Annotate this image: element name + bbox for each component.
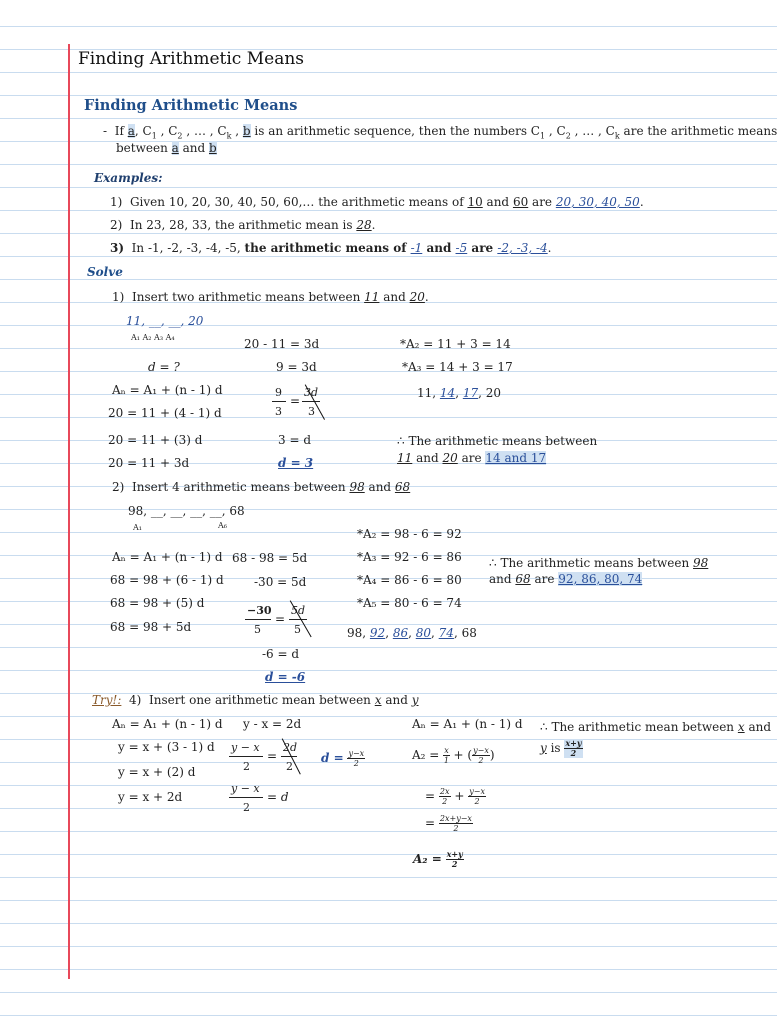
p1-a2: *A₂ = 11 + 3 = 14	[400, 337, 511, 351]
p1-formula-1: Aₙ = A₁ + (n - 1) d	[112, 383, 223, 397]
p4-calc3-rhs: = d	[267, 790, 289, 804]
p2-a3: *A₃ = 92 - 6 = 86	[357, 550, 462, 564]
p4-frac-right-den: 2	[286, 760, 293, 773]
problem-2-index-1: A₁	[133, 523, 142, 532]
p2-frac-left-bar	[245, 619, 271, 620]
p2-formula-3: 68 = 98 + (5) d	[110, 596, 205, 610]
p4-right-formula-2: A₂ = $\frac{x}{1}$ + ( $\frac{y-x}{2}$ )	[412, 746, 495, 765]
p2-frac-right-num: 5d	[291, 604, 306, 617]
p1-frac-left-den: 3	[275, 405, 282, 418]
solve-label: Solve	[87, 265, 123, 279]
p2-answer-line-1: ∴ The arithmetic means between 98	[489, 556, 709, 570]
section-heading: Finding Arithmetic Means	[84, 97, 298, 114]
p4-formula-3: y = x + (2) d	[118, 765, 196, 779]
problem-1-indices: A₁ A₂ A₃ A₄	[131, 333, 175, 342]
p4-d-result: d = $\frac{y-x}{2}$	[321, 749, 365, 768]
p2-formula-1: Aₙ = A₁ + (n - 1) d	[112, 550, 223, 564]
p2-frac-left-den: 5	[254, 623, 261, 636]
example-3: 3) In -1, -2, -3, -4, -5, the arithmetic means of -1 and -5 are -2, -3, -4.	[110, 241, 552, 255]
notebook-margin-line	[68, 44, 70, 979]
problem-2-statement: 2) Insert 4 arithmetic means between 98 and 68	[112, 480, 411, 494]
p2-a4: *A₄ = 86 - 6 = 80	[357, 573, 462, 587]
p1-frac-right-den: 3	[308, 405, 315, 418]
p1-calc-3: 3 = d	[278, 433, 311, 447]
p4-right-formula-5: A₂ = $\frac{x+y}{2}$	[413, 849, 463, 869]
p1-frac-left-bar	[272, 401, 286, 402]
p4-frac-left-den: 2	[243, 760, 250, 773]
p4-answer-line-2: y is $\frac{x+y}{2}$	[540, 738, 582, 758]
p4-frac-right-bar	[281, 756, 297, 757]
p2-formula-4: 68 = 98 + 5d	[110, 620, 192, 634]
problem-2-index-6: A₆	[218, 521, 227, 530]
p2-sequence-filled: 98, 92, 86, 80, 74, 68	[347, 626, 477, 640]
p1-frac-right-num: 3d	[304, 386, 319, 399]
p1-frac-right-bar	[302, 401, 320, 402]
p4-answer-line-1: ∴ The arithmetic mean between x and	[540, 720, 772, 734]
p2-calc-result: d = -6	[265, 670, 306, 684]
p1-frac-left-num: 9	[275, 386, 282, 399]
definition-line-1: - If a, $C_1$ , $C_2$ , … , $C_k$ , b is an arithmetic sequence, then the numbers $C_1$ , $C_2$ , … , $C_k$ are the arithmetic means	[103, 124, 777, 141]
p2-calc-1: 68 - 98 = 5d	[232, 551, 308, 565]
examples-label: Examples:	[94, 171, 163, 185]
example-2: 2) In 23, 28, 33, the arithmetic mean is 28.	[110, 218, 376, 232]
p4-frac-eq: =	[267, 749, 278, 763]
p1-a3: *A₃ = 14 + 3 = 17	[402, 360, 513, 374]
p4-right-formula-3: = $\frac{2x}{2}$ + $\frac{y-x}{2}$	[425, 787, 485, 806]
problem-4-statement: Try!: 4) Insert one arithmetic mean between x and y	[92, 693, 419, 707]
p4-right-formula-4: = $\frac{2x+y-x}{2}$	[425, 814, 472, 833]
p2-frac-left-num: −30	[247, 604, 272, 617]
p1-d-unknown: d = ?	[148, 360, 180, 374]
p1-answer-line-2: 11 and 20 are 14 and 17	[397, 451, 547, 465]
p1-formula-2: 20 = 11 + (4 - 1) d	[108, 406, 222, 420]
p4-calc3-num: y − x	[231, 782, 260, 795]
problem-2-sequence: 98, __, __, __, __, 68	[128, 504, 245, 518]
p4-frac-left-num: y − x	[231, 741, 260, 754]
p4-formula-1: Aₙ = A₁ + (n - 1) d	[112, 717, 223, 731]
p1-calc-result: d = 3	[278, 456, 314, 470]
p1-frac-eq: =	[290, 394, 301, 408]
p2-frac-eq: =	[275, 612, 286, 626]
p2-a2: *A₂ = 98 - 6 = 92	[357, 527, 462, 541]
p2-calc-2: -30 = 5d	[254, 575, 307, 589]
page-title: Finding Arithmetic Means	[78, 49, 305, 69]
problem-1-sequence: 11, __, __, 20	[126, 314, 204, 328]
p4-calc3-den: 2	[243, 801, 250, 814]
p2-answer-line-2: and 68 are 92, 86, 80, 74	[489, 572, 643, 586]
p1-answer-line-1: ∴ The arithmetic means between	[397, 434, 598, 448]
p4-calc-1: y - x = 2d	[243, 717, 302, 731]
p2-formula-2: 68 = 98 + (6 - 1) d	[110, 573, 224, 587]
p2-frac-right-den: 5	[294, 623, 301, 636]
p4-calc3-bar	[229, 797, 263, 798]
p1-calc-1: 20 - 11 = 3d	[244, 337, 320, 351]
p1-formula-3: 20 = 11 + (3) d	[108, 433, 203, 447]
p1-calc-2: 9 = 3d	[276, 360, 317, 374]
p2-frac-right-bar	[289, 619, 307, 620]
problem-1-statement: 1) Insert two arithmetic means between 11 and 20.	[112, 290, 429, 304]
p4-frac-left-bar	[229, 756, 263, 757]
p4-formula-2: y = x + (3 - 1) d	[118, 740, 215, 754]
p1-formula-4: 20 = 11 + 3d	[108, 456, 190, 470]
p4-formula-4: y = x + 2d	[118, 790, 183, 804]
example-1: 1) Given 10, 20, 30, 40, 50, 60,… the arithmetic means of 10 and 60 are 20, 30, 40, 50.	[110, 195, 644, 209]
p4-frac-right-num: 2d	[283, 741, 298, 754]
definition-line-2: between a and b	[116, 141, 217, 155]
p4-right-formula-1: Aₙ = A₁ + (n - 1) d	[412, 717, 523, 731]
p2-calc-3: -6 = d	[262, 647, 300, 661]
p2-a5: *A₅ = 80 - 6 = 74	[357, 596, 462, 610]
p1-sequence-filled: 11, 14, 17, 20	[417, 386, 502, 400]
